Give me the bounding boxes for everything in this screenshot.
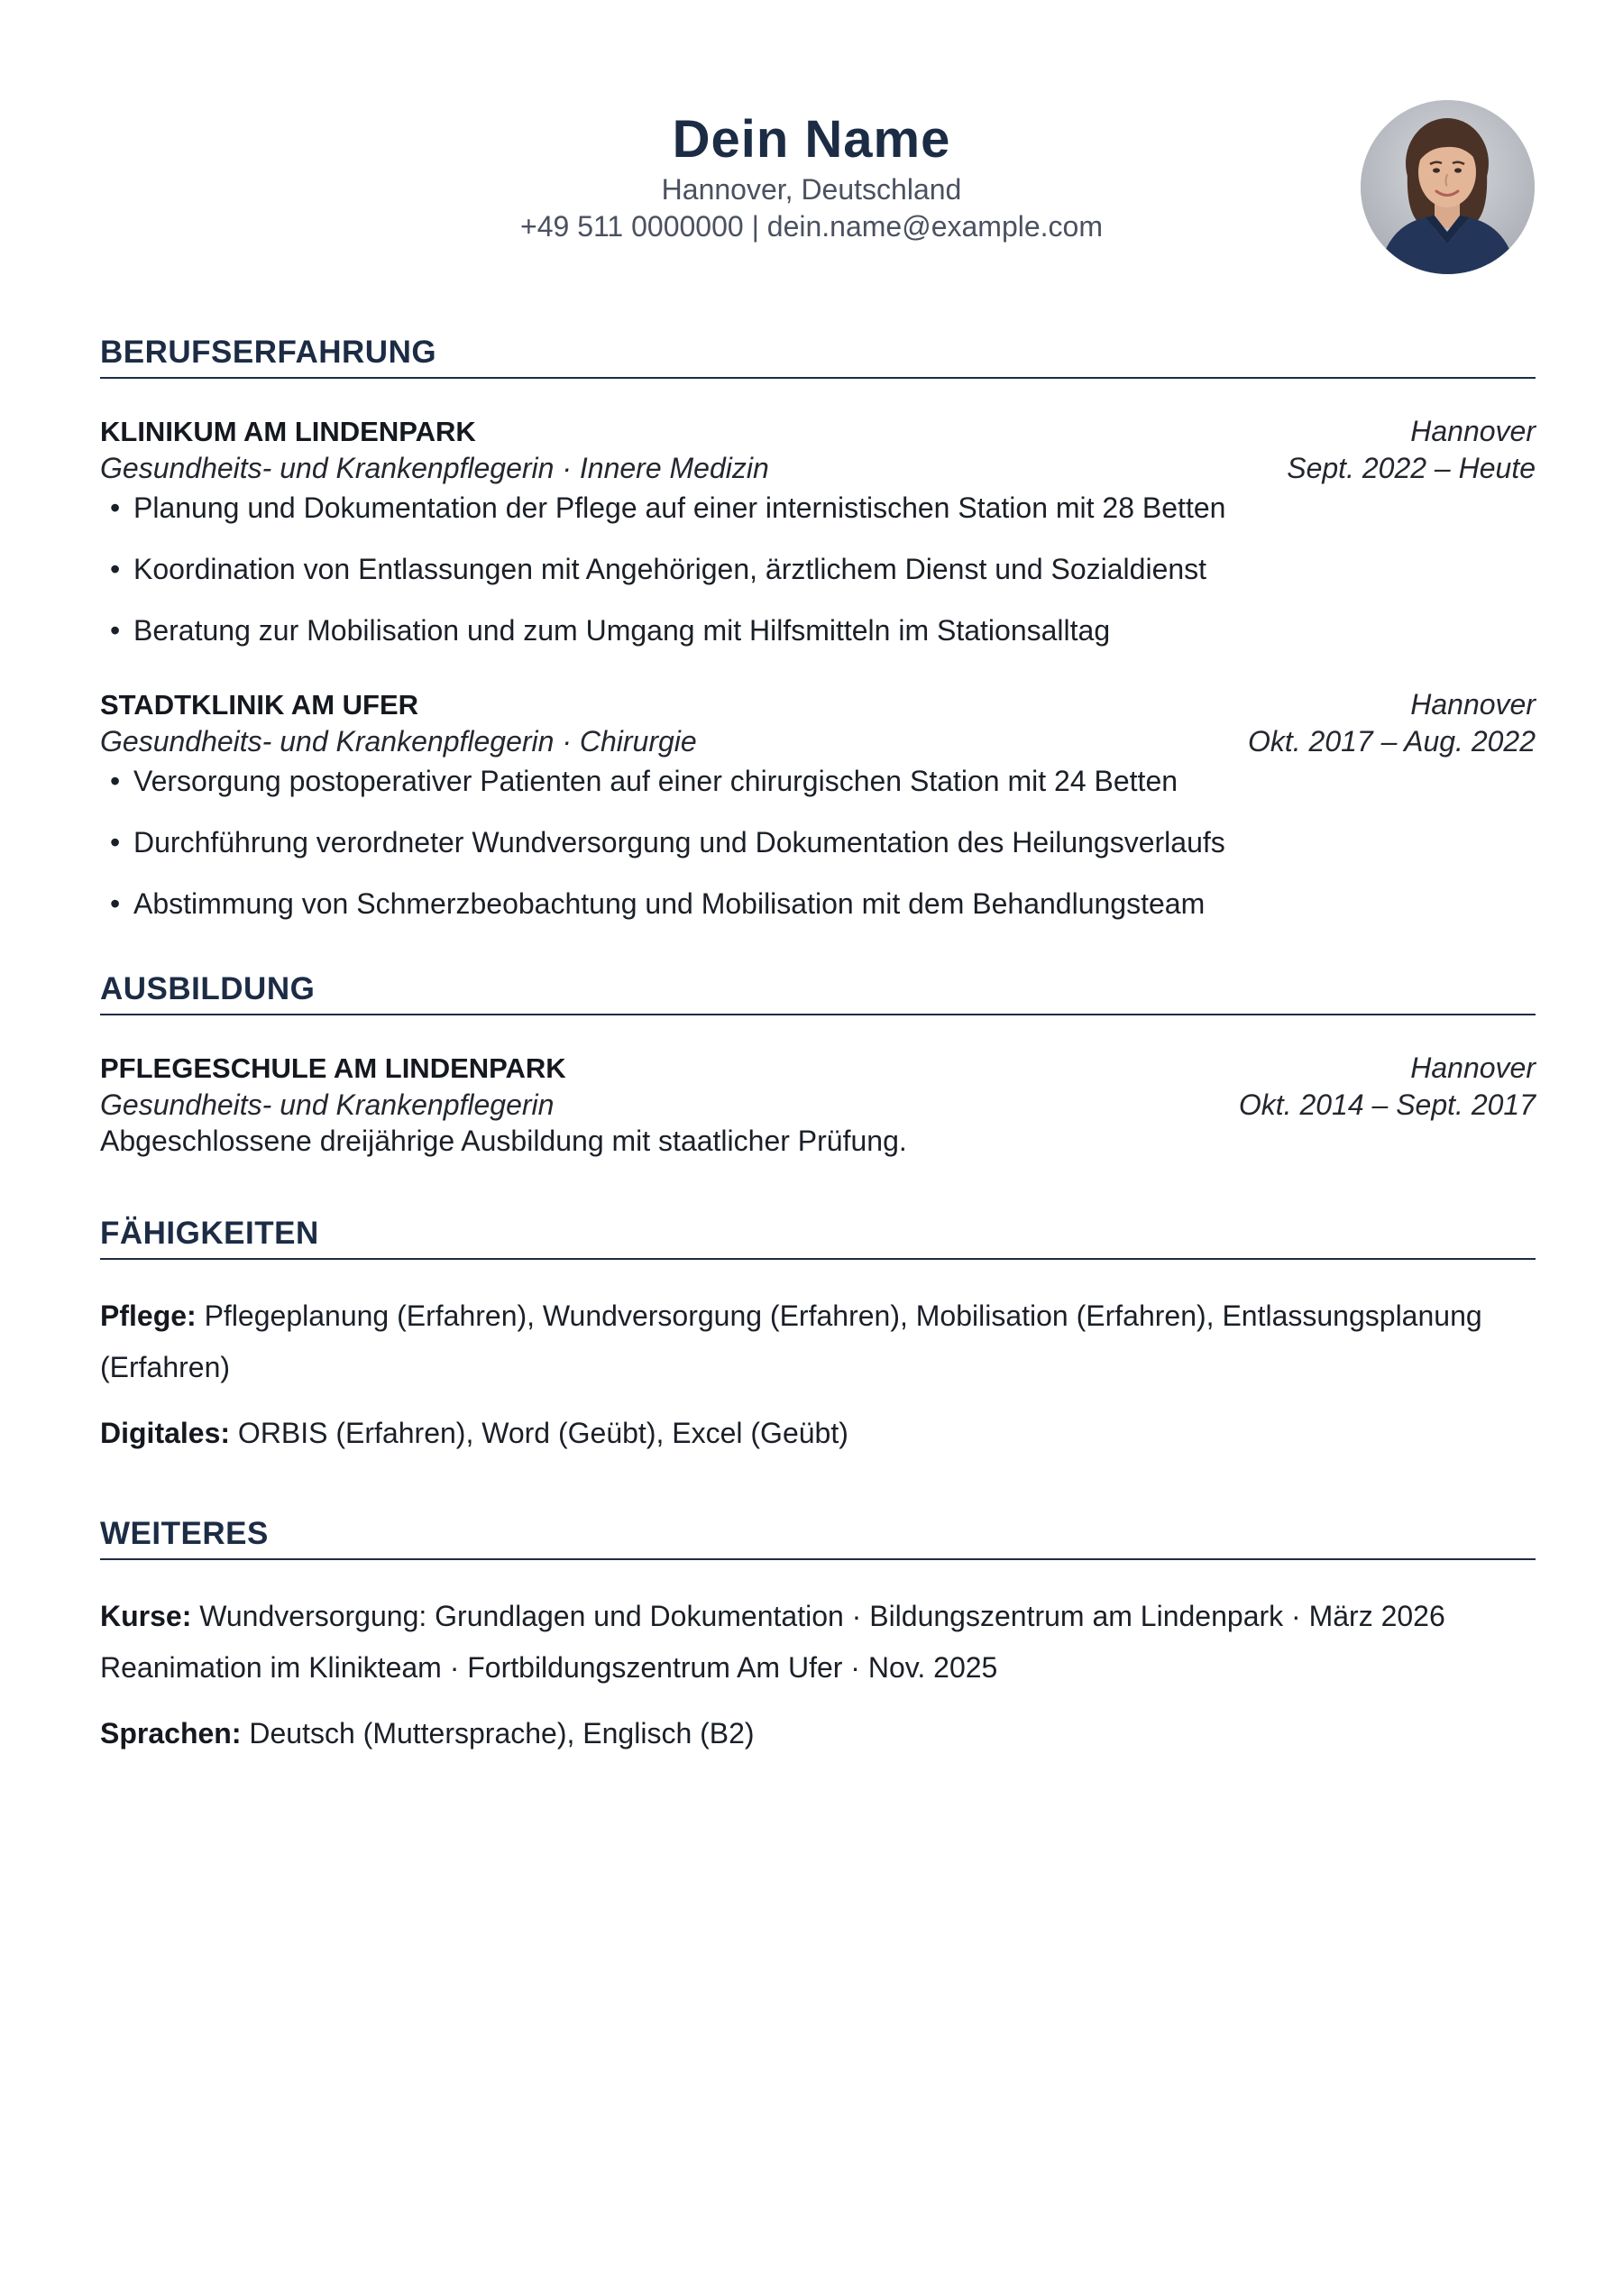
resume-content — [100, 332, 1536, 1759]
entry-organization: PFLEGESCHULE AM LINDENPARK — [100, 1052, 566, 1084]
experience-entry — [100, 686, 1536, 922]
skill-group-label: Pflege: — [100, 1300, 197, 1332]
entry-bullets — [100, 763, 1536, 922]
bullet-item: • Versorgung postoperativer Patienten auf einer chirurgischen Station mit 24 Betten — [100, 763, 1536, 799]
bullet-item: • Durchführung verordneter Wundversorgung und Dokumentation des Heilungsverlaufs — [100, 824, 1536, 860]
contact-line: +49 511 0000000 | dein.name@example.com — [520, 210, 1103, 243]
entry-description: Abgeschlossene dreijährige Ausbildung mit staatlicher Prüfung. — [100, 1125, 907, 1157]
profile-photo — [1361, 100, 1535, 274]
section-title-skills: FÄHIGKEITEN — [100, 1213, 1536, 1260]
skill-group-text: ORBIS (Erfahren), Word (Geübt), Excel (Geübt) — [237, 1417, 848, 1449]
entry-role: Gesundheits- und Krankenpflegerin · Chirurgie — [100, 725, 697, 758]
bullet-item: • Koordination von Entlassungen mit Angehörigen, ärztlichem Dienst und Sozialdienst — [100, 551, 1536, 587]
entry-location: Hannover — [1410, 415, 1536, 447]
bullet-item: • Abstimmung von Schmerzbeobachtung und Mobilisation mit dem Behandlungsteam — [100, 886, 1536, 922]
entry-location: Hannover — [1410, 1052, 1536, 1084]
location-line: Hannover, Deutschland — [661, 173, 962, 206]
entry-dates: Sept. 2022 – Heute — [1287, 452, 1536, 484]
entry-dates: Okt. 2017 – Aug. 2022 — [1247, 725, 1536, 758]
languages-text: Deutsch (Muttersprache), Englisch (B2) — [249, 1717, 755, 1750]
skills-list — [100, 1290, 1536, 1459]
entry-role: Gesundheits- und Krankenpflegerin — [100, 1088, 555, 1121]
more-section — [100, 1513, 1536, 1759]
skill-group — [100, 1290, 1536, 1393]
skill-group-label: Digitales: — [100, 1417, 231, 1449]
bullet-item: • Planung und Dokumentation der Pflege auf einer internistischen Station mit 28 Betten — [100, 490, 1536, 526]
person-name: Dein Name — [672, 110, 951, 169]
more-list — [100, 1591, 1536, 1759]
skill-group-text: Pflegeplanung (Erfahren), Wundversorgung (Erfahren), Mobilisation (Erfahren), Entlassungsplanung (Erfahren) — [100, 1300, 1482, 1383]
courses-block — [100, 1591, 1536, 1642]
entry-dates: Okt. 2014 – Sept. 2017 — [1238, 1088, 1536, 1121]
skills-section — [100, 1213, 1536, 1459]
skill-group — [100, 1408, 1536, 1459]
section-title-education: AUSBILDUNG — [100, 969, 1536, 1015]
bullet-item: • Beratung zur Mobilisation und zum Umgang mit Hilfsmitteln im Stationsalltag — [100, 612, 1536, 648]
entry-organization: KLINIKUM AM LINDENPARK — [100, 416, 476, 447]
experience-section — [100, 332, 1536, 922]
entry-location: Hannover — [1410, 688, 1536, 721]
entry-organization: STADTKLINIK AM UFER — [100, 689, 419, 721]
profile-photo-illustration — [1361, 100, 1535, 274]
course-item: Reanimation im Klinikteam · Fortbildungszentrum Am Ufer · Nov. 2025 — [100, 1651, 998, 1684]
education-entry — [100, 1050, 1536, 1159]
entry-bullets — [100, 490, 1536, 648]
section-title-experience: BERUFSERFAHRUNG — [100, 332, 1536, 379]
languages-block — [100, 1708, 1536, 1759]
courses-label: Kurse: — [100, 1600, 192, 1632]
section-title-more: WEITERES — [100, 1513, 1536, 1560]
entry-role: Gesundheits- und Krankenpflegerin · Innere Medizin — [100, 452, 769, 484]
education-section — [100, 969, 1536, 1159]
course-item: Wundversorgung: Grundlagen und Dokumentation · Bildungszentrum am Lindenpark · März 2026 — [199, 1600, 1445, 1632]
languages-label: Sprachen: — [100, 1717, 242, 1750]
experience-entry — [100, 413, 1536, 648]
